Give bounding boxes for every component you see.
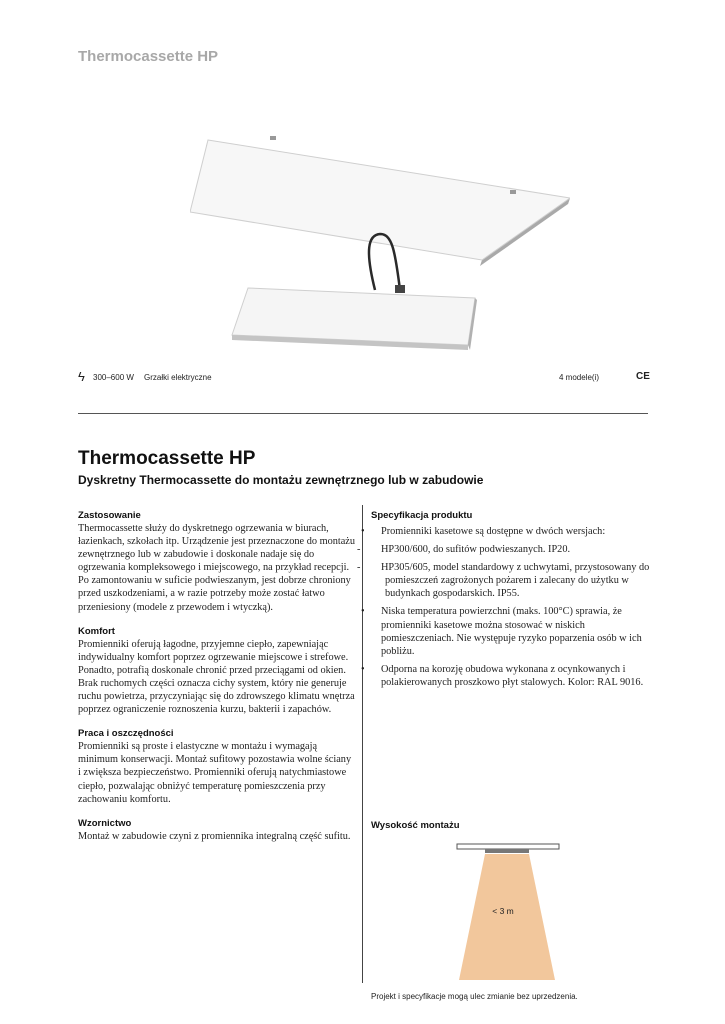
height-label: < 3 m	[492, 906, 514, 916]
section-text: Thermocassette służy do dyskretnego ogrzewania w biurach, łazienkach, szkołach itp. Urządzenie jest przeznaczone do montażu zewnętrznego lub w zabudowie i doskonale nadaje się do ogrzewania kompleksowego i miejscowego, na przykład recepcji. Po zamontowaniu w suficie podwieszanym, jest dobrze chroniony przed uszkodzeniami, a w razie potrzeby może zostać łatwo przeniesiony (modele z przewodem i wtyczką).	[78, 523, 356, 613]
product-image	[190, 130, 570, 350]
section-heading: Komfort	[78, 625, 115, 637]
section-design	[78, 818, 356, 843]
column-divider	[362, 505, 363, 983]
section-heading: Zastosowanie	[78, 510, 141, 521]
model-count: 4 modele(i)	[559, 373, 600, 382]
mounting-height-heading: Wysokość montażu	[371, 820, 460, 831]
left-column	[78, 510, 356, 855]
section-heading: Wzornictwo	[78, 817, 132, 829]
spec-item: • Odporna na korozję obudowa wykonana z ocynkowanych i polakierowanych proszkowo płyt stalowych. Kolor: RAL 9016.	[361, 663, 644, 688]
header-title: Thermocassette HP	[78, 48, 219, 65]
section-application	[78, 510, 356, 614]
section-operation-savings	[78, 728, 356, 805]
heat-cone	[459, 854, 555, 980]
section-text: Montaż w zabudowie czyni z promiennika integralną część sufitu.	[78, 830, 351, 842]
horizontal-rule	[78, 413, 648, 414]
lower-panel-face	[232, 288, 475, 345]
footer-note: Projekt i specyfikacje mogą ulec zmianie bez uprzedzenia.	[371, 992, 578, 1001]
section-heading: Praca i oszczędności	[78, 728, 174, 740]
mounting-height-diagram	[455, 840, 561, 982]
power-range: 300–600 W	[93, 373, 134, 382]
specification-list	[357, 525, 651, 689]
right-column	[357, 510, 651, 694]
specification-heading: Specyfikacja produktu	[371, 510, 473, 521]
spec-item: - HP300/600, do sufitów podwieszanych. IP20.	[357, 544, 571, 556]
ceiling-bar	[457, 844, 559, 849]
lightning-icon: ϟ	[78, 369, 85, 384]
heater-unit	[485, 849, 529, 853]
heater-type: Grzałki elektryczne	[144, 373, 212, 382]
ce-mark-icon: CE	[636, 371, 650, 382]
product-subtitle: Dyskretny Thermocassette do montażu zewnętrznego lub w zabudowie	[78, 473, 484, 487]
section-comfort	[78, 626, 356, 717]
cable-plug	[395, 285, 405, 293]
spec-item: • Promienniki kasetowe są dostępne w dwóch wersjach:	[361, 526, 606, 537]
product-title: Thermocassette HP	[78, 448, 256, 469]
section-text: Promienniki są proste i elastyczne w montażu i wymagają minimum konserwacji. Montaż sufitowy pozostawia wolne ściany i zwiększa bezpieczeństwo. Promienniki oferują natychmiastowe ciepło, pozwalając obniżyć temperaturę pomieszczenia przy zachowaniu komfortu.	[78, 741, 352, 805]
spec-row	[78, 370, 648, 386]
spec-item: • Niska temperatura powierzchni (maks. 100°C) sprawia, że promienniki kasetowe można stosować w niskich pomieszczeniach. Nie występuje ryzyko poparzenia osób w ich pobliżu.	[361, 606, 642, 657]
spec-item: - HP305/605, model standardowy z uchwytami, przystosowany do pomieszczeń zagrożonych pożarem i zalecany do użytku w budynkach gospodarskich. IP55.	[357, 562, 650, 600]
section-text: Promienniki oferują łagodne, przyjemne ciepło, zapewniając indywidualny komfort poprzez ogrzewanie miejscowe i strefowe. Ponadto, potrafią doskonale chronić przed przeciągami od okien. Brak ruchomych części oznacza cichy system, który nie generuje ruchu powietrza, przyczyniając się do zdrowszego klimatu wnętrza poprzez ograniczenie roznoszenia kurzu, bakterii i zapachów.	[78, 638, 355, 716]
